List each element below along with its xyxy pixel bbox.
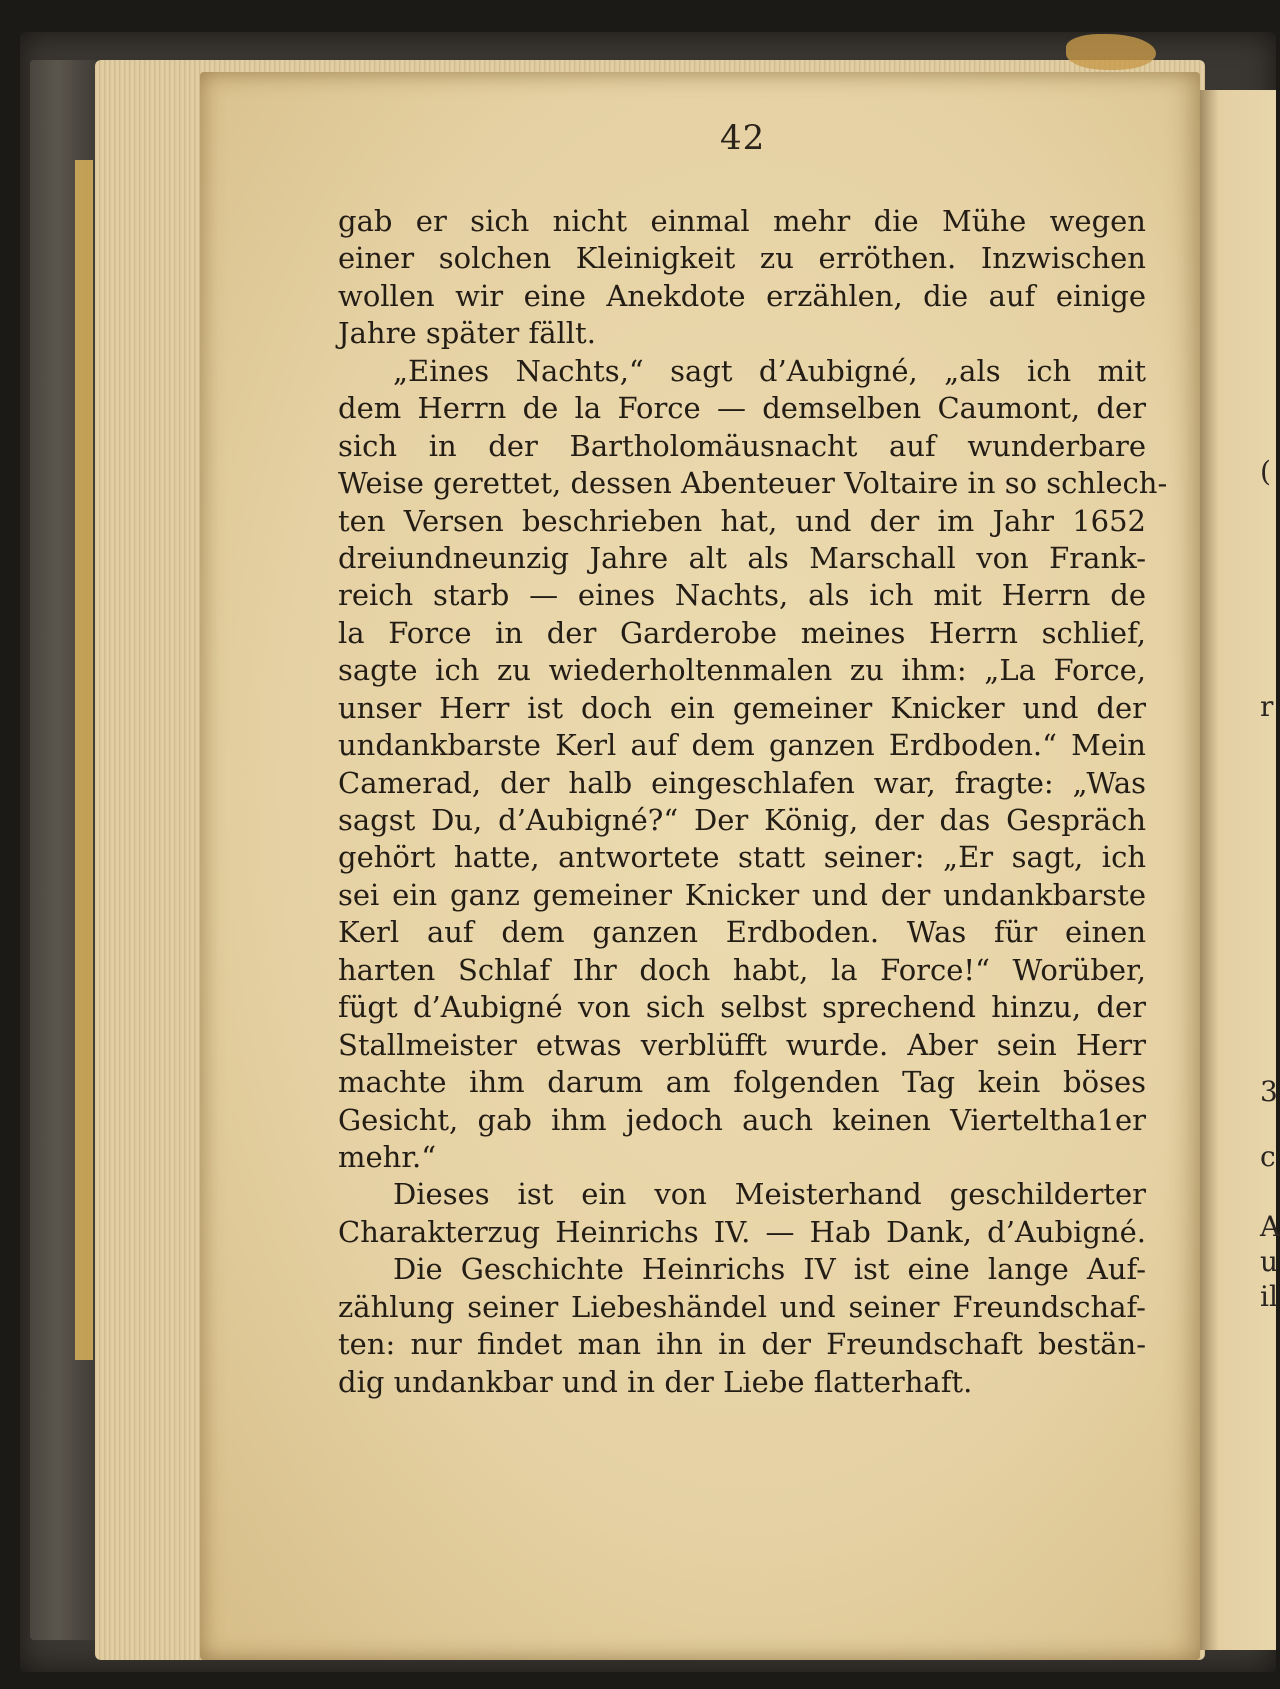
- text-line: ten: nur findet man ihn in der Freundschaft bestän-: [338, 1327, 1146, 1362]
- text-line: sei ein ganz gemeiner Knicker und der undankbarste: [338, 877, 1146, 912]
- text-line: Gesicht, gab ihm jedoch auch keinen Vierteltha1er: [338, 1102, 1146, 1137]
- facing-page-fragment: r: [1260, 690, 1274, 723]
- text-line: la Force in der Garderobe meines Herrn schlief,: [338, 615, 1146, 650]
- facing-page-fragment: u: [1260, 1245, 1279, 1278]
- body-text: [338, 203, 1168, 1401]
- text-line: dig undankbar und in der Liebe flatterhaft.: [338, 1364, 973, 1399]
- page-number: 42: [720, 118, 766, 158]
- text-line: Die Geschichte Heinrichs IV ist eine lange Auf-: [393, 1252, 1146, 1287]
- text-line: dreiundneunzig Jahre alt als Marschall von Frank-: [338, 540, 1146, 575]
- text-line: Weise gerettet, dessen Abenteuer Voltaire in so schlech-: [338, 466, 1168, 501]
- facing-page-fragment: il: [1260, 1280, 1278, 1313]
- facing-page-fragment: A: [1260, 1210, 1280, 1243]
- text-line: ten Versen beschrieben hat, und der im Jahr 1652: [338, 503, 1146, 538]
- text-line: reich starb — eines Nachts, als ich mit Herrn de: [338, 578, 1146, 613]
- text-line: undankbarste Kerl auf dem ganzen Erdboden.“ Mein: [338, 728, 1146, 763]
- facing-page-edge: [1200, 90, 1280, 1650]
- text-line: Kerl auf dem ganzen Erdboden. Was für einen: [338, 915, 1146, 950]
- facing-page-fragment: 3: [1260, 1075, 1278, 1108]
- text-line: machte ihm darum am folgenden Tag kein böses: [338, 1065, 1146, 1100]
- text-line: sagst Du, d’Aubigné?“ Der König, der das Gespräch: [338, 803, 1146, 837]
- text-line: „Eines Nachts,“ sagt d’Aubigné, „als ich mit: [393, 353, 1146, 388]
- text-line: sagte ich zu wiederholtenmalen zu ihm: „La Force,: [338, 653, 1146, 688]
- text-line: fügt d’Aubigné von sich selbst sprechend hinzu, der: [338, 990, 1146, 1025]
- text-line: gehört hatte, antwortete statt seiner: „Er sagt, ich: [338, 840, 1146, 875]
- text-line: mehr.“: [338, 1139, 437, 1174]
- text-line: Camerad, der halb eingeschlafen war, fragte: „Was: [338, 765, 1146, 800]
- text-line: Dieses ist ein von Meisterhand geschilderter: [393, 1177, 1146, 1212]
- text-line: Stallmeister etwas verblüfft wurde. Aber sein Herr: [338, 1027, 1146, 1062]
- text-line: Charakterzug Heinrichs IV. — Hab Dank, d’Aubigné.: [338, 1214, 1146, 1249]
- corner-stain: [1066, 34, 1156, 70]
- text-line: Jahre später fällt.: [338, 316, 596, 351]
- text-line: einer solchen Kleinigkeit zu erröthen. Inzwischen: [338, 241, 1146, 276]
- text-line: gab er sich nicht einmal mehr die Mühe wegen: [338, 204, 1146, 238]
- text-line: harten Schlaf Ihr doch habt, la Force!“ Worüber,: [338, 952, 1146, 987]
- binding-tape: [75, 160, 93, 1360]
- facing-page-fragment: c: [1260, 1140, 1276, 1173]
- text-line: sich in der Bartholomäusnacht auf wunderbare: [338, 428, 1146, 463]
- facing-page-fragment: (: [1260, 455, 1271, 488]
- text-line: zählung seiner Liebeshändel und seiner Freundschaf-: [338, 1289, 1146, 1324]
- text-line: unser Herr ist doch ein gemeiner Knicker und der: [338, 690, 1146, 725]
- text-line: dem Herrn de la Force — demselben Caumont, der: [338, 391, 1146, 426]
- text-line: wollen wir eine Anekdote erzählen, die auf einige: [338, 278, 1146, 313]
